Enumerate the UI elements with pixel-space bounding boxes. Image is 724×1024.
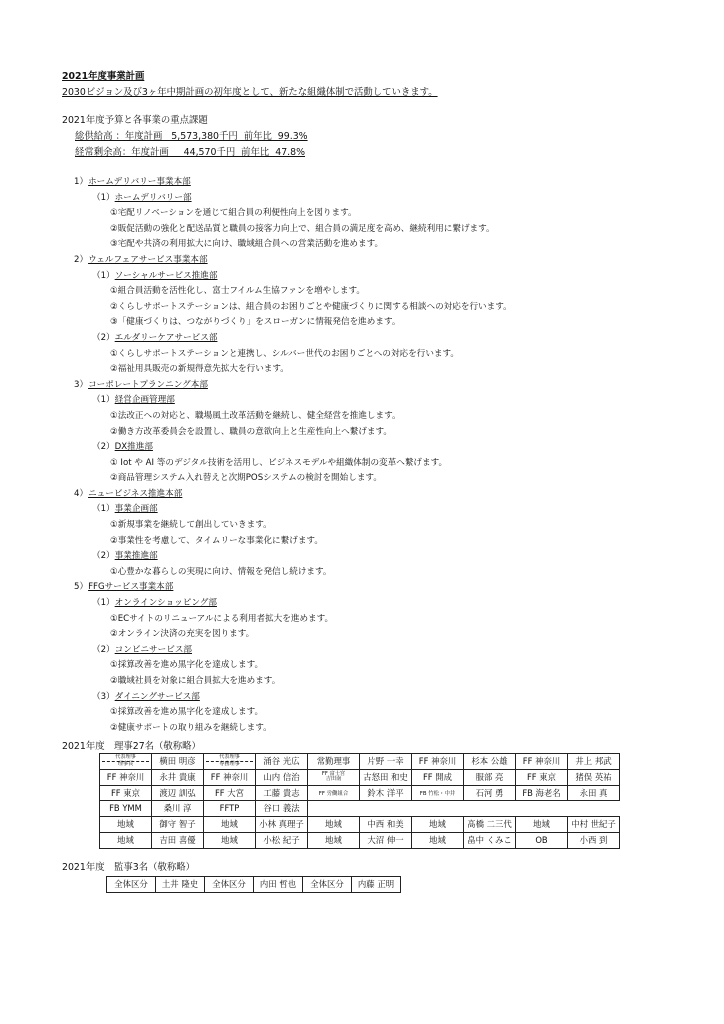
cell-text: 地域 [221,834,238,845]
outline-item [62,534,682,550]
cell-text: 地域 [117,819,134,830]
outline-department [62,596,682,612]
auditors-table [106,876,401,893]
roster-cell [152,817,204,833]
cell-line-2: 吉田南 [325,776,342,783]
outline-item [62,409,682,425]
outline-text: 事業推進部 [114,551,158,562]
cell-text: FF 神奈川 [522,755,561,766]
roster-cell [100,817,152,833]
roster-cell [100,785,152,801]
outline-prefix: （2） [92,332,115,343]
intro-text: 2030ビジョン及び3ヶ年中期計画の初年度として、新たな組織体制で活動していきます。 [62,87,438,98]
cell-text: 井上 邦武 [575,755,612,766]
cell-text: FF 東京 [110,787,141,798]
budget-line-surplus: 経常剰余高：年度計画 44,570千円 前年比 47.8% [75,147,306,158]
roster-cell [412,754,464,770]
outline-text: ②職域社員を対象に組合員拡大を進めます。 [110,676,281,686]
outline-item [62,284,682,300]
outline-department [62,690,682,706]
roster-cell [308,785,360,801]
cell-text: 永井 貴康 [159,771,196,782]
cell-text: 地域 [533,819,550,830]
outline-text: ②健康サポートの取り組みを継続します。 [110,722,272,733]
page-title: 2021年度事業計画 [62,71,145,82]
cell-text: 地域 [117,834,134,845]
roster-cell [412,785,464,801]
outline-text: ③宅配や共済の利用拡大に向け、職域組合員への営業活動を進めます。 [110,239,384,250]
outline-text: ① Iot や AI 等のデジタル技術を活用し、ビジネスモデルや組織体制の変革へ繋げます。 [110,457,448,468]
cell-text: 工藤 貴志 [263,787,300,798]
cell-text: 全体区分 [212,878,246,889]
cell-text: FF 神奈川 [210,771,249,782]
outline-prefix: 5） [74,582,89,593]
outline-item [62,315,682,331]
roster-cell [412,832,464,848]
outline-item [62,705,682,721]
cell-text: 髙橋 二三代 [467,819,512,830]
roster-cell [360,817,412,833]
outline-text: ②商品管理システム入れ替えと次期POSシステムの検討を開始します。 [110,473,382,484]
roster-cell [100,754,152,770]
roster-cell [568,832,620,848]
cell-text: 古怒田 和史 [363,771,408,782]
outline-item [62,518,682,534]
outline-text: エルダリーケアサービス部 [114,332,218,343]
auditors-label: 2021年度 監事3名（敬称略） [62,862,195,873]
roster-cell [360,785,412,801]
outline-text: 事業企画部 [114,504,158,515]
cell-line-2: 理事長 [102,761,149,767]
roster-cell [256,832,308,848]
outline-text: ②働き方改革委員会を設置し、職員の意欲向上と生産性向上へ繋げます。 [110,426,393,437]
roster-cell [412,769,464,785]
cell-text: 地域 [325,819,342,830]
outline-item [62,612,682,628]
cell-text: 桑川 淳 [163,803,192,814]
roster-cell [568,754,620,770]
roster-cell [256,817,308,833]
directors-row [100,832,620,848]
roster-cell [152,832,204,848]
roster-cell [516,832,568,848]
roster-cell [204,754,256,770]
cell-text: 山内 信治 [263,771,300,782]
outline-text: ①心豊かな暮らしの実現に向け、情報を発信し続けます。 [110,566,332,577]
outline-text: ①くらしサポートステーションと連携し、シルバー世代のお困りごとへの対応を行います。 [110,348,460,359]
roster-cell [100,832,152,848]
outline-item [62,347,682,363]
budget-heading: 2021年度予算と各事業の重点課題 [62,115,208,126]
outline-item [62,565,682,581]
outline-prefix: 2） [74,254,89,265]
roster-cell [256,785,308,801]
cell-text: FB YMM [109,803,142,814]
cell-text: FF 大宮 [214,787,245,798]
roster-cell [205,877,254,893]
outline-department [62,643,682,659]
outline-item [62,456,682,472]
outline-text: ②販促活動の強化と配送品質と職員の接客力向上で、組合員の満足度を高め、継続利用に繋げます。 [110,223,495,234]
roster-cell [516,817,568,833]
outline-text: ①組合員活動を活性化し、富士フイルム生協ファンを増やします。 [110,286,365,297]
roster-cell [516,769,568,785]
cell-text: 中村 世紀子 [571,819,616,830]
cell-text: 涌谷 光広 [263,755,300,766]
roster-cell [352,877,401,893]
cell-text: OB [535,834,548,845]
cell-text: 地域 [429,819,446,830]
cell-text: 片野 一幸 [367,755,404,766]
outline-prefix: （1） [92,504,115,515]
roster-cell [107,877,156,893]
cell-text: 御守 智子 [159,819,196,830]
outline-prefix: （2） [92,644,115,655]
outline-text: ③「健康づくりは、つながりづくり」をスローガンに情報発信を進めます。 [110,317,401,328]
roster-cell [303,877,352,893]
outline-text: ①ECサイトのリニューアルによる利用者拡大を進めます。 [110,613,334,624]
outline-item [62,300,682,316]
roster-cell [360,769,412,785]
roster-cell [464,769,516,785]
outline-text: ニュービジネス推進本部 [88,488,183,499]
roster-cell [204,832,256,848]
cell-line-1: FF 富士宮 [321,770,346,777]
roster-cell [156,877,205,893]
cell-text: 地域 [429,834,446,845]
cell-text: 常勤理事 [316,755,351,766]
cell-text: 地域 [325,834,342,845]
cell-text: 渡辺 訓弘 [159,787,196,798]
cell-line-2: 専務理事 [206,761,253,767]
roster-cell [204,817,256,833]
cell-text: 大沼 伸一 [367,834,404,845]
roster-cell [256,754,308,770]
budget-line-supply: 総供給高 ：年度計画 5,573,380千円 前年比 99.3% [75,131,308,142]
cell-text: 谷口 義法 [263,803,300,814]
roster-cell [152,785,204,801]
cell-text: 鈴木 洋平 [367,787,404,798]
directors-table [99,753,620,849]
roster-cell [254,877,303,893]
roster-cell [464,832,516,848]
cell-text: FB 海老名 [522,787,561,798]
outline-department [62,331,682,347]
roster-cell [464,817,516,833]
outline-prefix: （1） [92,270,115,281]
cell-text: 小西 到 [579,834,608,845]
cell-text: 猪俣 英祐 [575,771,612,782]
outline-prefix: 3） [74,379,89,390]
cell-text: 中西 和美 [367,819,404,830]
outline-prefix: 4） [74,488,89,499]
outline-department [62,440,682,456]
cell-text: 内藤 正明 [357,878,395,889]
directors-row [100,801,620,817]
roster-cell [152,754,204,770]
outline-prefix: （1） [92,192,115,203]
cell-text: 地域 [221,819,238,830]
outline-text: オンラインショッピング部 [114,598,217,609]
cell-text: 畠中 くみこ [467,834,512,845]
outline-department [62,393,682,409]
outline-text: ダイニングサービス部 [114,691,200,702]
directors-row [100,785,620,801]
roster-cell [152,801,204,817]
outline-item [62,425,682,441]
outline-text: ②事業性を考慮して、タイムリーな事業化に繋げます。 [110,535,323,546]
outline-text: ①法改正への対応と、職場風土改革活動を継続し、健全経営を推進します。 [110,410,401,421]
roster-cell [360,754,412,770]
cell-text: FF 開成 [422,771,453,782]
roster-cell [568,817,620,833]
outline-department [62,269,682,285]
outline-text: DX推進部 [114,442,153,453]
cell-line-1: 代表理事 [115,754,136,761]
outline-department [62,549,682,565]
directors-row [100,754,620,770]
business-plan-outline [62,175,682,736]
cell-text: 吉田 喜優 [159,834,196,845]
roster-cell [204,785,256,801]
outline-text: ウェルフェアサービス事業本部 [88,254,208,265]
roster-cell [360,832,412,848]
outline-department [62,191,682,207]
directors-label: 2021年度 理事27名（敬称略） [62,741,201,752]
cell-text: FF 労働組合 [318,791,349,798]
outline-division [62,378,682,394]
outline-text: ②オンライン決済の充実を図ります。 [110,629,255,640]
outline-text: ②くらしサポートステーションは、組合員のお困りごとや健康づくりに関する相談への対応を行います。 [110,301,512,312]
outline-text: ②福祉用具販売の新規得意先拡大を行います。 [110,364,289,375]
outline-division [62,253,682,269]
cell-text: 小松 紀子 [263,834,300,845]
roster-cell [516,754,568,770]
outline-item [62,658,682,674]
cell-text: 小林 真理子 [259,819,304,830]
outline-item [62,471,682,487]
outline-prefix: （1） [92,598,115,609]
roster-cell [308,754,360,770]
outline-text: ホームデリバリー事業本部 [88,177,191,187]
outline-department [62,502,682,518]
directors-row [100,769,620,785]
roster-cell [308,769,360,785]
cell-text: FF 東京 [526,771,557,782]
cell-text: FF 神奈川 [418,755,457,766]
cell-text: FFTP [219,803,240,814]
cell-text: 全体区分 [114,878,148,889]
cell-text: 土井 隆史 [161,878,199,889]
cell-text: FF 神奈川 [106,771,145,782]
outline-prefix: （2） [92,442,115,453]
roster-cell [204,801,256,817]
cell-text: 横田 明彦 [159,755,196,766]
outline-item [62,627,682,643]
outline-item [62,674,682,690]
outline-division [62,487,682,503]
outline-text: ①採算改善を進め黒字化を達成します。 [110,707,264,718]
outline-text: 経営企画管理部 [114,395,175,406]
roster-cell [204,769,256,785]
outline-text: ①宅配リノベーションを通じて組合員の利便性向上を図ります。 [110,208,357,219]
outline-item [62,237,682,253]
roster-cell [412,817,464,833]
roster-cell [308,832,360,848]
roster-cell [100,801,152,817]
outline-prefix: （3） [92,691,115,702]
roster-cell [100,769,152,785]
roster-cell [464,754,516,770]
outline-text: ①採算改善を進め黒字化を達成します。 [110,660,264,671]
outline-item [62,721,682,737]
cell-line-1: 代表理事 [219,754,240,761]
outline-item [62,206,682,222]
roster-cell [152,769,204,785]
roster-cell [308,817,360,833]
directors-row [100,817,620,833]
roster-cell [256,801,308,817]
outline-division [62,580,682,596]
outline-item [62,362,682,378]
cell-text: 服部 亮 [475,771,504,782]
auditors-row [107,877,401,893]
roster-cell [516,785,568,801]
cell-text: 石河 勇 [475,787,504,798]
roster-cell [568,769,620,785]
cell-text: 内田 哲也 [259,878,297,889]
outline-text: コーポレートプランニング本部 [88,379,208,390]
cell-text: 全体区分 [310,878,344,889]
outline-prefix: （1） [92,395,115,406]
outline-prefix: （2） [92,551,115,562]
roster-cell [256,769,308,785]
outline-text: ホームデリバリー部 [114,192,192,203]
cell-text: 杉本 公雄 [471,755,508,766]
cell-text: 永田 真 [579,787,608,798]
outline-division [62,175,682,191]
outline-prefix: 1） [74,177,89,187]
roster-cell [568,785,620,801]
outline-text: コンビニサービス部 [114,644,193,655]
outline-text: FFGサービス事業本部 [88,582,174,593]
outline-text: ソーシャルサービス推進部 [114,270,218,281]
outline-item [62,222,682,238]
cell-text: FB 竹松・中井 [419,791,456,798]
roster-cell [464,785,516,801]
outline-text: ①新規事業を継続して創出していきます。 [110,520,272,531]
